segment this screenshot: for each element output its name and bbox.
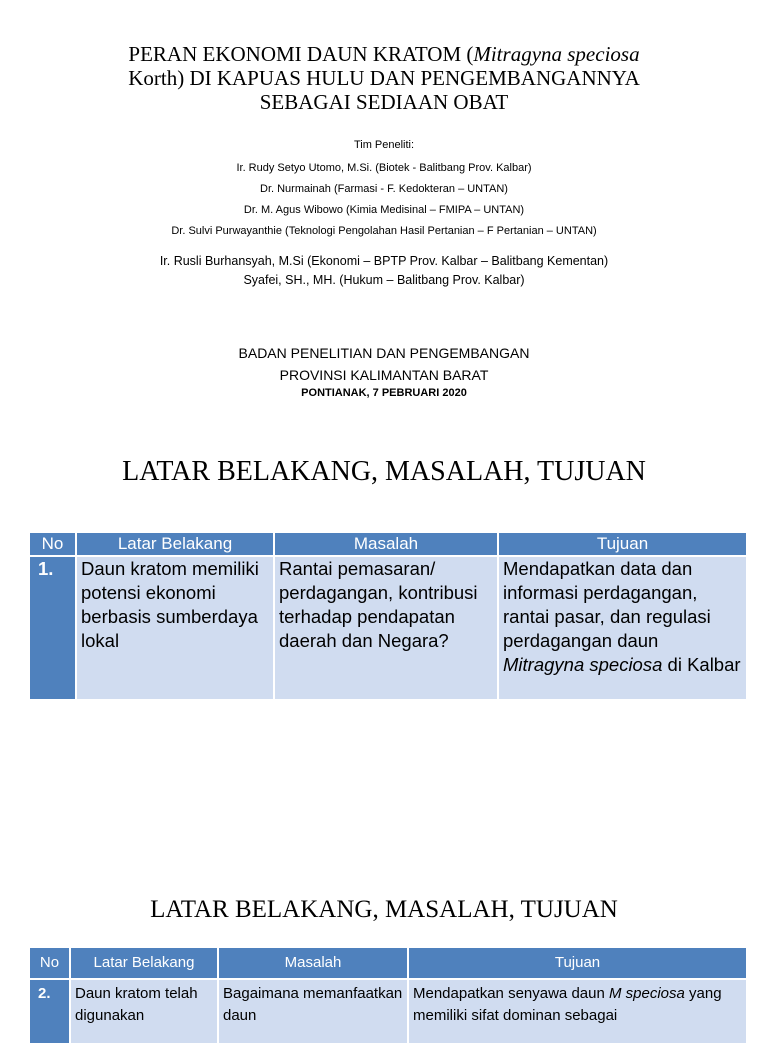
team-member: Ir. Rudy Setyo Utomo, M.Si. (Biotek - Balitbang Prov. Kalbar)	[236, 162, 532, 174]
cell-tujuan	[408, 979, 746, 1043]
tujuan-text-end: yang memiliki sifat dominan sebagai	[413, 985, 722, 1024]
team-member: Syafei, SH., MH. (Hukum – Balitbang Prov. Kalbar)	[243, 273, 525, 287]
team-label: Tim Peneliti:	[353, 139, 415, 151]
cell-latar: Daun kratom telah digunakan	[70, 979, 218, 1043]
column-header-no: No	[30, 948, 70, 979]
column-header-tujuan: Tujuan	[498, 533, 746, 556]
section-heading-2: LATAR BELAKANG, MASALAH, TUJUAN	[150, 896, 618, 923]
team-member: Dr. Sulvi Purwayanthie (Teknologi Pengolahan Hasil Pertanian – F Pertanian – UNTAN)	[171, 225, 597, 237]
cell-no: 2.	[30, 979, 70, 1043]
team-member: Ir. Rusli Burhansyah, M.Si (Ekonomi – BPTP Prov. Kalbar – Balitbang Kementan)	[159, 254, 609, 268]
background-problem-goal-table	[30, 533, 746, 699]
institution-name	[0, 342, 768, 386]
column-header-masalah: Masalah	[218, 948, 408, 979]
column-header-latar: Latar Belakang	[70, 948, 218, 979]
table-header-row	[30, 533, 746, 556]
title-text: PERAN EKONOMI DAUN KRATOM (	[128, 42, 474, 66]
column-header-tujuan: Tujuan	[408, 948, 746, 979]
background-problem-goal-table-2	[30, 948, 746, 1043]
column-header-latar: Latar Belakang	[76, 533, 274, 556]
place-date: PONTIANAK, 7 PEBRUARI 2020	[301, 387, 467, 399]
table-header-row	[30, 948, 746, 979]
table-row	[30, 979, 746, 1043]
table-row	[30, 556, 746, 699]
team-members-list-2	[0, 252, 768, 290]
institution-line: PROVINSI KALIMANTAN BARAT	[279, 367, 489, 383]
title-species-name: Mitragyna speciosa	[473, 42, 640, 66]
cell-tujuan	[498, 556, 746, 699]
institution-line: BADAN PENELITIAN DAN PENGEMBANGAN	[238, 345, 530, 361]
cell-no: 1.	[30, 556, 76, 699]
tujuan-text-end: di Kalbar	[662, 654, 741, 675]
tujuan-species-name: Mitragyna speciosa	[503, 654, 663, 675]
tujuan-species-name: M speciosa	[608, 985, 685, 1002]
team-member: Dr. M. Agus Wibowo (Kimia Medisinal – FMIPA – UNTAN)	[243, 204, 525, 216]
cell-masalah: Rantai pemasaran/ perdagangan, kontribusi terhadap pendapatan daerah dan Negara?	[274, 556, 498, 699]
column-header-masalah: Masalah	[274, 533, 498, 556]
document-title	[0, 42, 768, 114]
team-members-list	[0, 158, 768, 242]
tujuan-text: Mendapatkan senyawa daun	[413, 985, 609, 1002]
column-header-no: No	[30, 533, 76, 556]
tujuan-text: Mendapatkan data dan informasi perdagangan, rantai pasar, dan regulasi perdagangan daun	[503, 558, 711, 651]
title-line-3: SEBAGAI SEDIAAN OBAT	[259, 90, 509, 114]
title-line-2: Korth) DI KAPUAS HULU DAN PENGEMBANGANNYA	[128, 66, 640, 90]
team-member: Dr. Nurmainah (Farmasi - F. Kedokteran – UNTAN)	[260, 183, 508, 195]
section-heading: LATAR BELAKANG, MASALAH, TUJUAN	[122, 456, 646, 487]
cell-latar: Daun kratom memiliki potensi ekonomi berbasis sumberdaya lokal	[76, 556, 274, 699]
cell-masalah: Bagaimana memanfaatkan daun	[218, 979, 408, 1043]
